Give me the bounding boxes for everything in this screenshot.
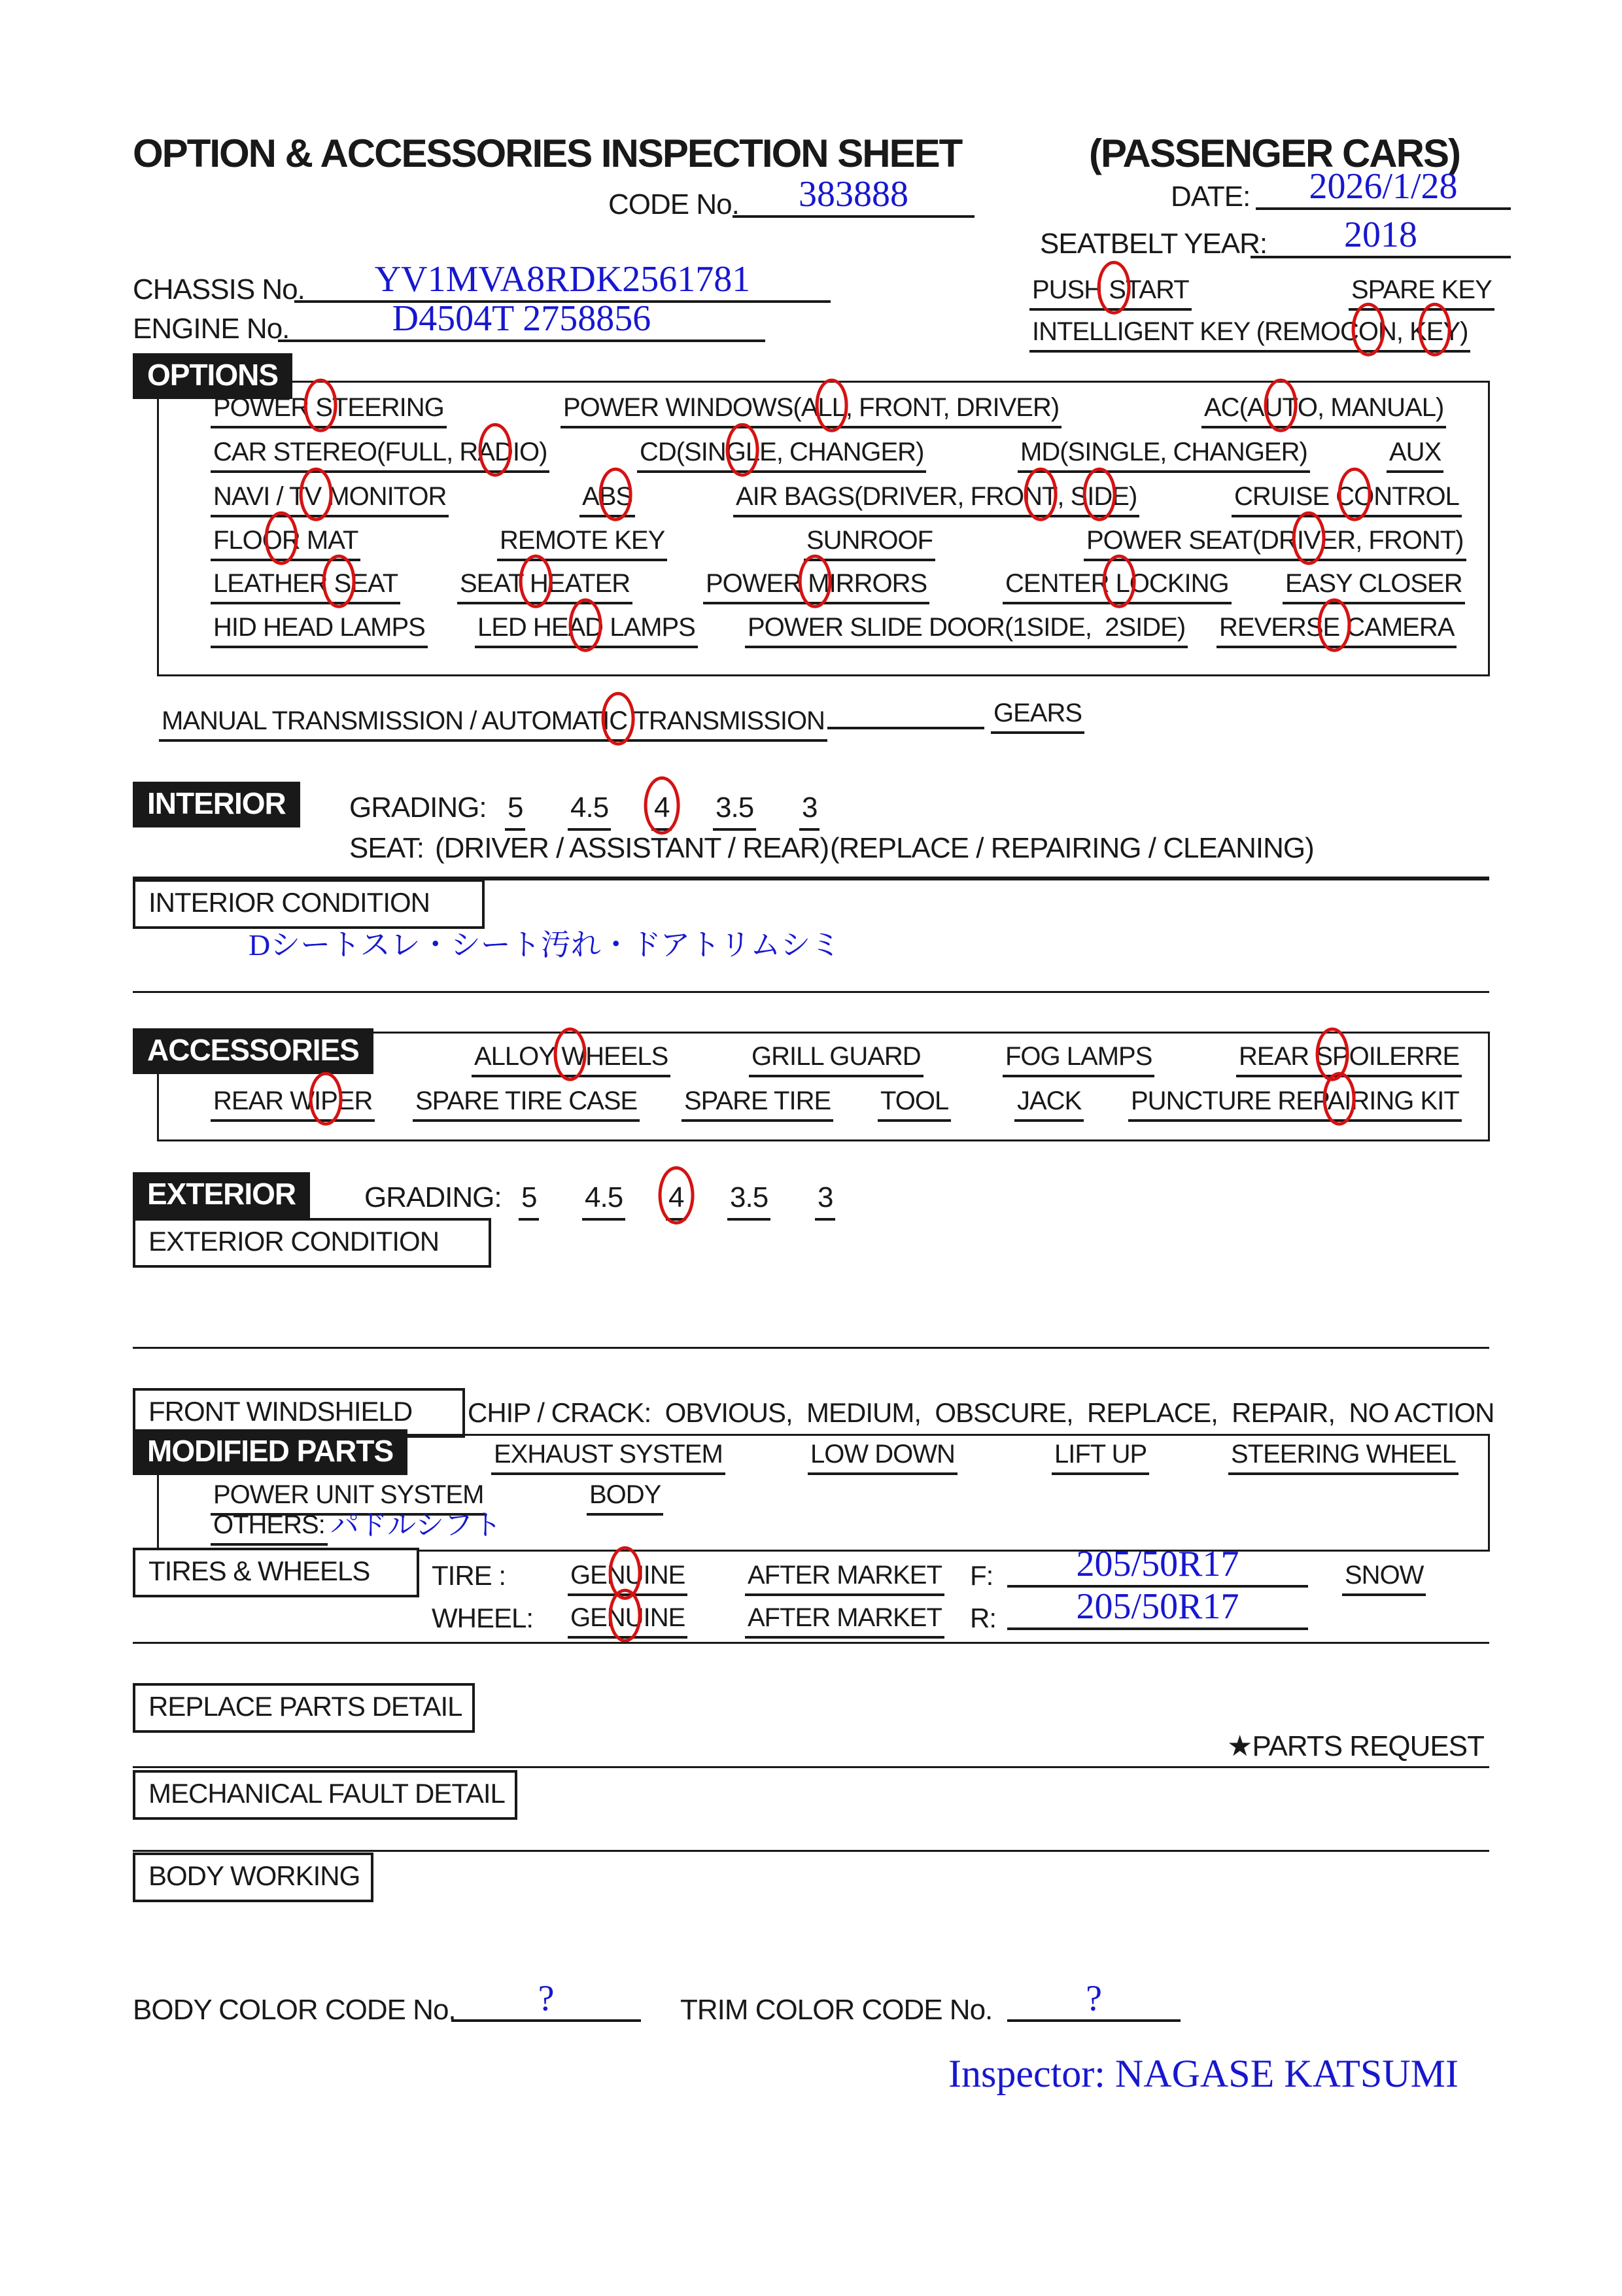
gears-item: GEARS (991, 698, 1084, 734)
exterior-header: EXTERIOR (133, 1172, 310, 1218)
option-leather-seat: LEATHER SEAT (211, 568, 400, 604)
trim-color-value: ? (1007, 1979, 1181, 2022)
option-power-slide-door: POWER SLIDE DOOR(1SIDE, 2SIDE) (745, 612, 1188, 648)
transmission-line: MANUAL TRANSMISSION / AUTOMATIC TRANSMISSION (159, 698, 984, 742)
divider-4 (133, 1766, 1489, 1768)
red-circle-mark: SP (1315, 1042, 1349, 1071)
option-easy-closer: EASY CLOSER (1283, 568, 1465, 604)
tire-snow: SNOW (1342, 1560, 1426, 1596)
tire-genuine: GENUINE (568, 1560, 687, 1596)
red-circle-mark: LL (818, 393, 846, 422)
red-circle-mark: C (609, 706, 628, 735)
exterior-condition-label: EXTERIOR CONDITION (133, 1218, 491, 1268)
option-cd: CD(SINGLE, CHANGER) (637, 437, 926, 473)
option-power-windows: POWER WINDOWS(ALL, FRONT, DRIVER) (561, 392, 1061, 428)
red-circle-mark: S (1102, 275, 1126, 304)
interior-grade-3: 3 (799, 791, 820, 831)
modified-others-label: OTHERS: (211, 1510, 328, 1546)
red-circle-mark: NT (1024, 482, 1058, 511)
date-value: 2026/1/28 (1256, 167, 1511, 210)
page-subtitle: (PASSENGER CARS) (1089, 131, 1460, 175)
front-windshield-label: FRONT WINDSHIELD (133, 1388, 465, 1438)
option-remote-key: REMOTE KEY (497, 525, 667, 561)
body-working-label: BODY WORKING (133, 1852, 373, 1902)
red-circle-mark: NU (606, 1603, 644, 1632)
interior-grade-45: 4.5 (568, 791, 611, 831)
accessory-spare-tire: SPARE TIRE (682, 1086, 833, 1122)
engine-label: ENGINE No. (133, 313, 290, 345)
red-circle-mark: L (1109, 569, 1130, 598)
modified-power-unit: POWER UNIT SYSTEM (211, 1480, 486, 1516)
seat-actions: (REPLACE / REPAIRING / CLEANING) (830, 832, 1314, 864)
exterior-grade-5: 5 (519, 1181, 539, 1221)
red-circle-mark: E (1426, 317, 1443, 346)
divider-2 (133, 1347, 1489, 1349)
tire-front-label: F: (970, 1560, 993, 1591)
body-color-label: BODY COLOR CODE No. (133, 1994, 456, 2026)
red-circle-mark: 4 (654, 791, 670, 824)
intelligent-key-label: INTELLIGENT KEY (REMOCON, KEY) (1029, 317, 1470, 353)
divider-3 (133, 1642, 1489, 1644)
option-car-stereo: CAR STEREO(FULL, RADIO) (211, 437, 549, 473)
modified-parts-header: MODIFIED PARTS (133, 1429, 407, 1475)
seat-positions: (DRIVER / ASSISTANT / REAR) (435, 832, 829, 864)
red-circle-mark: UT (1264, 393, 1298, 422)
tire-after-market: AFTER MARKET (745, 1560, 944, 1596)
exterior-grade-3: 3 (815, 1181, 835, 1221)
tires-wheels-label: TIRES & WHEELS (133, 1548, 419, 1597)
option-reverse-camera: REVERSE CAMERA (1216, 612, 1457, 648)
red-circle-mark: IV (1296, 526, 1320, 555)
modified-steering-wheel: STEERING WHEEL (1228, 1439, 1458, 1475)
red-circle-mark: V (304, 482, 328, 511)
exterior-grade-4 (666, 1181, 686, 1221)
red-circle-mark: GL (725, 438, 760, 466)
inspector-signature: Inspector: NAGASE KATSUMI (948, 2052, 1458, 2095)
option-seat-heater: SEAT HEATER (457, 568, 632, 604)
option-aux: AUX (1387, 437, 1443, 473)
tire-label: TIRE : (432, 1560, 506, 1591)
intelligent-key-item (1029, 317, 1470, 353)
red-circle-mark: IP (314, 1087, 337, 1115)
red-circle-mark: NU (606, 1561, 644, 1590)
engine-value: D4504T 2758856 (278, 300, 765, 342)
chassis-value: YV1MVA8RDK2561781 (294, 260, 831, 303)
wheel-genuine: GENUINE (568, 1603, 687, 1639)
modified-exhaust: EXHAUST SYSTEM (491, 1439, 725, 1475)
red-circle-mark: AD (568, 613, 604, 642)
seatbelt-year-value: 2018 (1251, 216, 1511, 258)
red-circle-mark: 4 (668, 1181, 684, 1213)
wheel-rear-value: 205/50R17 (1007, 1588, 1308, 1630)
modified-low-down: LOW DOWN (808, 1439, 958, 1475)
spare-key-item (1349, 275, 1494, 311)
red-circle-mark: BS (598, 482, 633, 511)
interior-condition-note: Dシートスレ・シート汚れ・ドアトリムシミ (249, 928, 841, 962)
option-navi-tv: NAVI / TV MONITOR (211, 481, 449, 517)
interior-grade-35: 3.5 (713, 791, 756, 831)
tire-front-value: 205/50R17 (1007, 1545, 1308, 1588)
interior-grading-label: GRADING: (349, 791, 487, 824)
wheel-label: WHEEL: (432, 1603, 534, 1633)
accessory-grill-guard: GRILL GUARD (749, 1041, 923, 1077)
push-start-label: PUSH START (1029, 275, 1192, 311)
interior-header: INTERIOR (133, 782, 300, 827)
code-label: CODE No. (608, 188, 739, 220)
divider-1 (133, 991, 1489, 993)
red-circle-mark: M (801, 569, 829, 598)
accessory-spare-tire-case: SPARE TIRE CASE (413, 1086, 640, 1122)
red-circle-mark: S (327, 569, 351, 598)
body-color-value: ? (451, 1979, 641, 2022)
option-led-head-lamps: LED HEAD LAMPS (475, 612, 698, 648)
mechanical-fault-detail-label: MECHANICAL FAULT DETAIL (133, 1770, 517, 1820)
red-circle-mark: E (1322, 613, 1347, 642)
red-circle-mark: H (523, 569, 548, 598)
option-cruise-control: CRUISE CONTROL (1232, 481, 1462, 517)
accessory-jack: JACK (1014, 1086, 1084, 1122)
option-center-locking: CENTER LOCKING (1003, 568, 1232, 604)
chassis-label: CHASSIS No. (133, 273, 305, 305)
options-header: OPTIONS (133, 353, 292, 399)
parts-request-label: ★PARTS REQUEST (1227, 1730, 1484, 1762)
option-hid-head-lamps: HID HEAD LAMPS (211, 612, 428, 648)
accessory-tool: TOOL (878, 1086, 951, 1122)
red-circle-mark: ID (1087, 482, 1113, 511)
option-power-steering: POWER STEERING (211, 392, 447, 428)
option-abs: ABS (579, 481, 635, 517)
option-md: MD(SINGLE, CHANGER) (1018, 437, 1310, 473)
accessory-rear-wiper: REAR WIPER (211, 1086, 375, 1122)
accessory-rear-spoiler: REAR SPOILERRE (1236, 1041, 1462, 1077)
option-power-seat: POWER SEAT(DRIVER, FRONT) (1084, 525, 1466, 561)
option-power-mirrors: POWER MIRRORS (703, 568, 929, 604)
modified-body: BODY (587, 1480, 663, 1516)
red-circle-mark: AI (1327, 1087, 1351, 1115)
trim-color-label: TRIM COLOR CODE No. (680, 1994, 993, 2026)
option-sunroof: SUNROOF (804, 525, 935, 561)
accessory-alloy-wheels: ALLOY WHEELS (472, 1041, 670, 1077)
option-floor-mat: FLOOR MAT (211, 525, 360, 561)
page-title: OPTION & ACCESSORIES INSPECTION SHEET (133, 131, 962, 175)
wheel-after-market: AFTER MARKET (745, 1603, 944, 1639)
modified-others-value: パドルシフト (330, 1509, 502, 1541)
interior-grade-5: 5 (505, 791, 525, 831)
accessory-puncture-kit: PUNCTURE REPAIRING KIT (1128, 1086, 1462, 1122)
code-value: 383888 (733, 175, 975, 218)
red-circle-mark: O (1358, 317, 1378, 346)
exterior-grade-35: 3.5 (727, 1181, 770, 1221)
chip-crack-line: CHIP / CRACK: OBVIOUS, MEDIUM, OBSCURE, REPLACE, REPAIR, NO ACTION (468, 1397, 1494, 1428)
seat-label: SEAT: (349, 832, 424, 864)
replace-parts-detail-label: REPLACE PARTS DETAIL (133, 1683, 475, 1733)
modified-others-item (211, 1510, 328, 1546)
red-circle-mark: W (555, 1042, 586, 1071)
date-label: DATE: (1171, 181, 1251, 213)
option-ac: AC(AUTO, MANUAL) (1201, 392, 1446, 428)
red-circle-mark: OR (262, 526, 300, 555)
exterior-grading-label: GRADING: (364, 1181, 502, 1213)
divider-5 (133, 1850, 1489, 1852)
option-air-bags: AIR BAGS(DRIVER, FRONT, SIDE) (733, 481, 1139, 517)
red-circle-mark: AD (477, 438, 513, 466)
transmission-gears-blank (827, 698, 984, 729)
red-circle-mark: CO (1336, 482, 1374, 511)
exterior-grade-45: 4.5 (582, 1181, 625, 1221)
interior-grade-4 (651, 791, 672, 831)
wheel-rear-label: R: (970, 1603, 996, 1633)
push-start-item (1029, 275, 1192, 311)
red-circle-mark: S (309, 393, 332, 422)
accessories-header: ACCESSORIES (133, 1028, 373, 1074)
spare-key-label: SPARE KEY (1349, 275, 1494, 311)
accessory-fog-lamps: FOG LAMPS (1003, 1041, 1154, 1077)
modified-lift-up: LIFT UP (1052, 1439, 1149, 1475)
interior-condition-label: INTERIOR CONDITION (133, 879, 485, 929)
seatbelt-year-label: SEATBELT YEAR: (1040, 228, 1268, 260)
